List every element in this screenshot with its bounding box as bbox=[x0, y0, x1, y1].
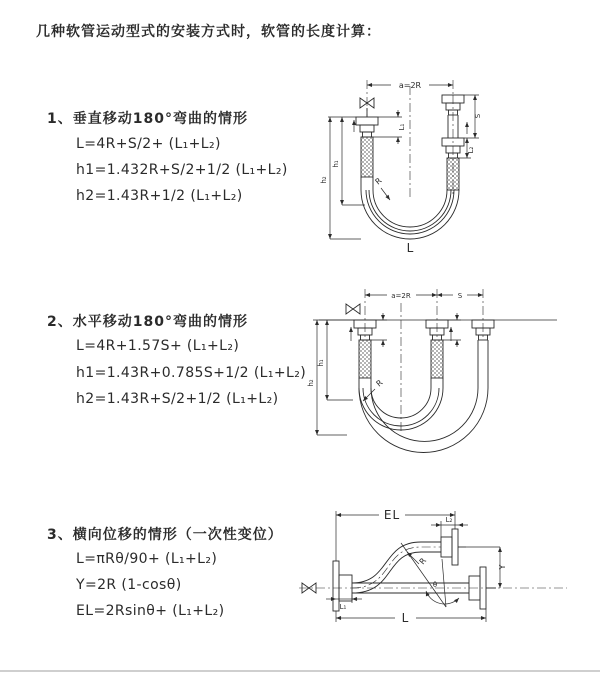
dimension-el bbox=[336, 508, 455, 561]
section-1-formula-h2: h2=1.43R+1/2 (L₁+L₂) bbox=[76, 188, 243, 204]
fitting-dim-middle bbox=[443, 313, 461, 347]
dimension-h1 bbox=[328, 117, 365, 205]
dimension-l1 bbox=[326, 595, 362, 611]
dim-label-s: S bbox=[474, 113, 482, 119]
dim-label-h1: h₁ bbox=[317, 359, 325, 367]
section-2-formula-h1: h1=1.43R+0.785S+1/2 (L₁+L₂) bbox=[76, 365, 307, 381]
section-3-formula-EL: EL=2Rsinθ+ (L₁+L₂) bbox=[76, 603, 225, 619]
radius-label: R bbox=[417, 556, 429, 567]
dimension-l1 bbox=[373, 110, 406, 144]
dim-label-y: Y bbox=[498, 564, 507, 570]
dim-label-h2: h₂ bbox=[320, 176, 328, 184]
section-3-heading: 3、横向位移的情形（一次性变位） bbox=[47, 527, 283, 543]
dim-label-l2: L₂ bbox=[445, 516, 453, 524]
radius-callout bbox=[363, 378, 385, 401]
section-3-formula-L: L=πRθ/90+ (L₁+L₂) bbox=[76, 551, 218, 567]
diagram-horizontal-180-bend bbox=[305, 283, 570, 463]
section-1-formula-h1: h1=1.432R+S/2+1/2 (L₁+L₂) bbox=[76, 162, 288, 178]
dimension-a2r bbox=[367, 81, 453, 90]
valve-icon bbox=[346, 304, 360, 314]
right-flange-assembly bbox=[442, 95, 464, 197]
angle-label: θ bbox=[432, 581, 438, 589]
dimension-a2r bbox=[365, 292, 437, 300]
dim-label-l1: L₁ bbox=[339, 603, 347, 611]
dim-label-s: S bbox=[457, 292, 463, 300]
dimension-l2 bbox=[431, 516, 468, 537]
length-label: L bbox=[401, 611, 409, 625]
dimension-h1 bbox=[313, 320, 354, 400]
section-1-heading: 1、垂直移动180°弯曲的情形 bbox=[47, 111, 248, 127]
dim-label-el: EL bbox=[383, 508, 401, 522]
dim-label-a2r: a=2R bbox=[398, 81, 422, 90]
radius-callout bbox=[407, 552, 428, 566]
dimension-l bbox=[336, 609, 486, 625]
diagram-lateral-displacement bbox=[295, 503, 585, 658]
dim-label-l1: L₁ bbox=[398, 123, 406, 131]
radius-label: R bbox=[373, 176, 384, 187]
length-label: L bbox=[406, 241, 414, 255]
radius-label: R bbox=[374, 378, 385, 389]
hose-u-bend bbox=[361, 190, 459, 239]
dimension-l2 bbox=[467, 138, 475, 158]
dim-label-h1: h₁ bbox=[332, 160, 340, 168]
section-1-formula-L: L=4R+S/2+ (L₁+L₂) bbox=[76, 136, 221, 152]
fitting-dim-left bbox=[371, 313, 387, 347]
hose-u-bends bbox=[359, 388, 488, 453]
dimension-s bbox=[437, 292, 483, 300]
page-title: 几种软管运动型式的安装方式时，软管的长度计算： bbox=[36, 24, 381, 40]
diagram-vertical-180-bend bbox=[305, 72, 550, 262]
scan-edge-line bbox=[0, 670, 600, 672]
dimension-y bbox=[466, 547, 507, 588]
section-2-heading: 2、水平移动180°弯曲的情形 bbox=[47, 314, 248, 330]
radius-callout bbox=[374, 176, 390, 200]
section-3-formula-Y: Y=2R (1-cosθ) bbox=[76, 577, 182, 593]
dim-label-h2: h₂ bbox=[307, 379, 315, 387]
dim-label-a2r: a=2R bbox=[391, 292, 411, 300]
dim-label-l2: L₂ bbox=[467, 146, 475, 154]
angle-theta bbox=[401, 543, 459, 607]
dimension-h2 bbox=[320, 117, 361, 239]
section-2-formula-L: L=4R+1.57S+ (L₁+L₂) bbox=[76, 338, 240, 354]
section-2-formula-h2: h2=1.43R+S/2+1/2 (L₁+L₂) bbox=[76, 391, 279, 407]
